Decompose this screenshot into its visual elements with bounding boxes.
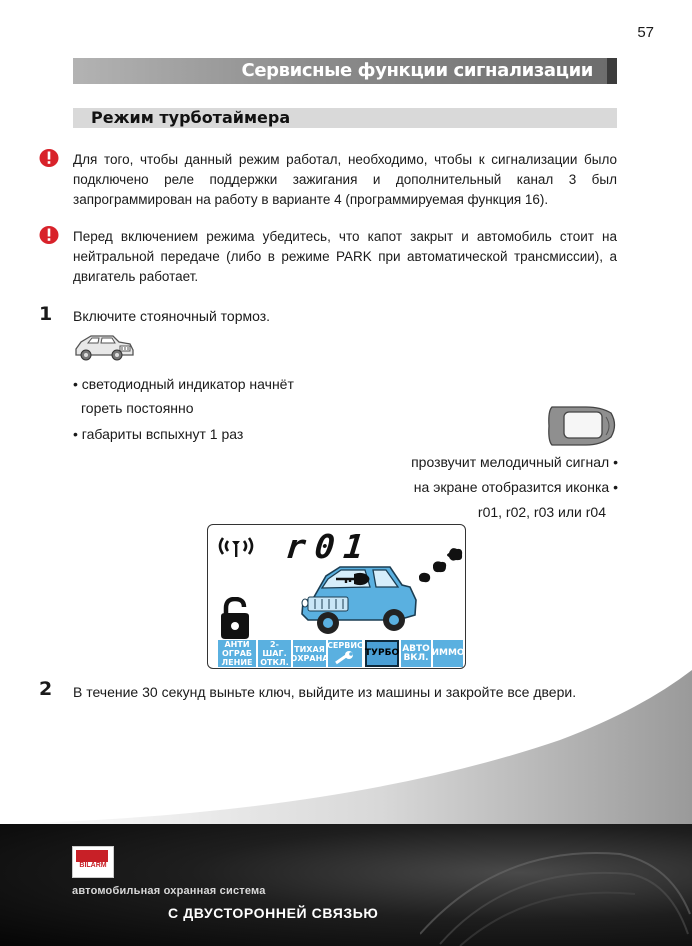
subsection-title: Режим турботаймера [91,108,291,127]
car-result: • светодиодный индикатор начнёт [73,376,294,392]
remote-result: прозвучит мелодичный сигнал • [411,454,618,470]
step-text: Включите стояночный тормоз. [73,308,271,324]
warning-icon [39,225,59,245]
lcd-icon-immo: ИММО [433,640,463,667]
unlocked-padlock-icon [218,597,252,641]
key-icon [334,571,374,587]
step-text: В течение 30 секунд выньте ключ, выйдите из машины и закройте все двери. [73,684,577,700]
decorative-swoosh [0,640,692,840]
lcd-code: r01 [283,527,375,566]
lcd-icon-antirobbery: АНТИ ОГРАБ ЛЕНИЕ [218,640,256,667]
step-number: 2 [39,678,53,700]
subsection-header [73,108,617,128]
antenna-icon [214,533,258,559]
car-result: • габариты вспыхнут 1 раз [73,426,244,442]
remote-result: r01, r02, r03 или r04 [477,504,606,520]
bilarm-logo [72,846,114,878]
warning-text: Перед включением режима убедитесь, что капот закрыт и автомобиль стоит на нейтральной передаче (либо в режиме PARK при автоматической трансмиссии), а двигатель работает. [73,229,617,284]
page-number: 57 [637,24,654,41]
lcd-icon-service-label: СЕРВИС [327,641,363,650]
car-icon [73,332,135,362]
lcd-icon-turbo: ТУРБО [365,640,399,667]
lcd-icon-silent-guard: ТИХАЯ ОХРАНА [293,640,326,667]
remote-result: на экране отобразится иконка • [413,479,618,495]
brand-name: BILARM [79,862,107,869]
section-header [73,58,617,84]
decorative-swirl [420,824,692,946]
footer-slogan: С ДВУСТОРОННЕЙ СВЯЗЬЮ [168,905,379,921]
section-title: Сервисные функции сигнализации [241,60,593,81]
lcd-icon-two-step: 2-ШАГ. ОТКЛ. [258,640,291,667]
lcd-icon-auto-on: АВТО ВКЛ. [401,640,431,667]
warning-text: Для того, чтобы данный режим работал, необходимо, чтобы к сигнализации было подключено реле поддержки зажигания и дополнительный канал 3 был запрограммирован на работу в варианте 4 (программируемая функция 16). [73,152,617,207]
exhaust-smoke-icon [415,543,465,591]
step-number: 1 [39,303,53,325]
remote-fob-icon [546,403,618,449]
warning-icon [39,148,59,168]
footer-tagline: автомобильная охранная система [72,885,266,897]
car-result: гореть постоянно [81,400,194,416]
